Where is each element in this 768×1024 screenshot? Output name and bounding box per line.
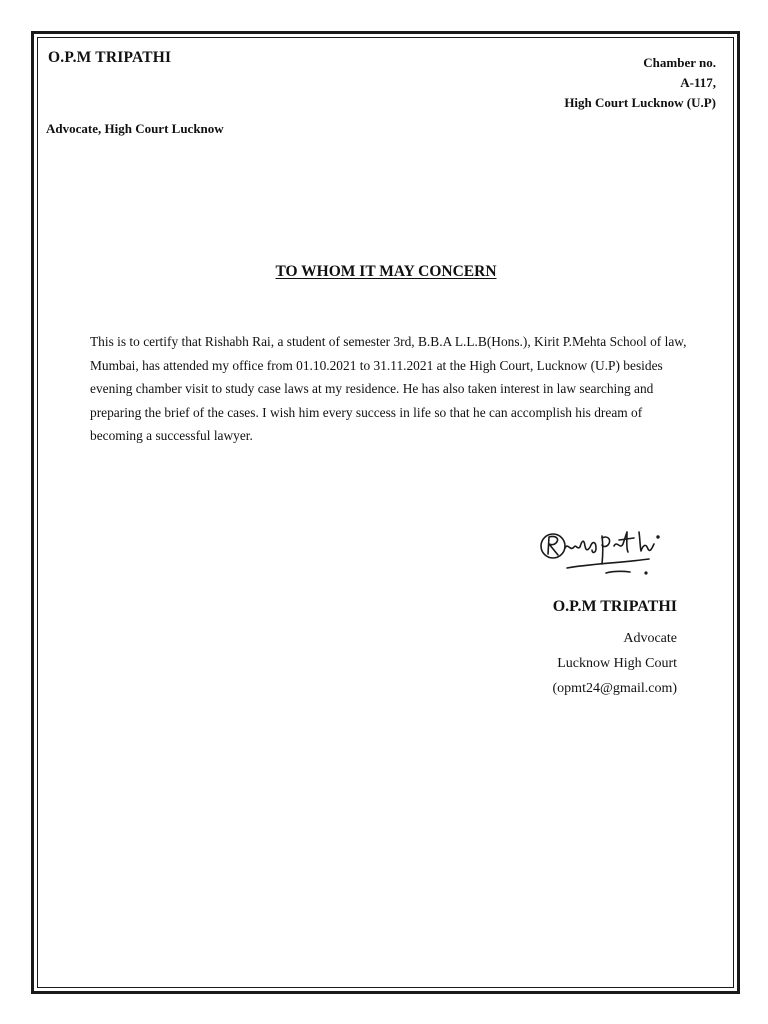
signatory-block (553, 598, 677, 701)
page-border-inner (37, 37, 734, 988)
letterhead-subtitle: Advocate, High Court Lucknow (46, 121, 224, 136)
letter-body: This is to certify that Rishabh Rai, a student of semester 3rd, B.B.A L.L.B(Hons.), Kirit P.Mehta School of law, Mumbai, has attended my office from 01.10.2021 to 31.11.2021 at the High Court, Lucknow (U.P) besides evening chamber visit to study case laws at my residence. He has also taken interest in law searching and preparing the brief of the cases. I wish him every success in life so that he can accomplish his dream of becoming a successful lawyer. (90, 334, 687, 443)
letterhead-name: O.P.M TRIPATHI (48, 49, 172, 66)
letter-subject: TO WHOM IT MAY CONCERN (275, 263, 497, 280)
handwritten-signature (534, 526, 668, 582)
address-line-chamber: Chamber no. (643, 55, 716, 70)
signatory-title: Advocate (623, 631, 677, 646)
signatory-name: O.P.M TRIPATHI (552, 598, 677, 615)
address-line-room: A-117, (680, 75, 716, 90)
address-line-court: High Court Lucknow (U.P) (564, 95, 716, 110)
signatory-court: Lucknow High Court (557, 656, 677, 671)
signatory-email: (opmt24@gmail.com) (552, 681, 677, 696)
letterhead-address (564, 53, 716, 113)
